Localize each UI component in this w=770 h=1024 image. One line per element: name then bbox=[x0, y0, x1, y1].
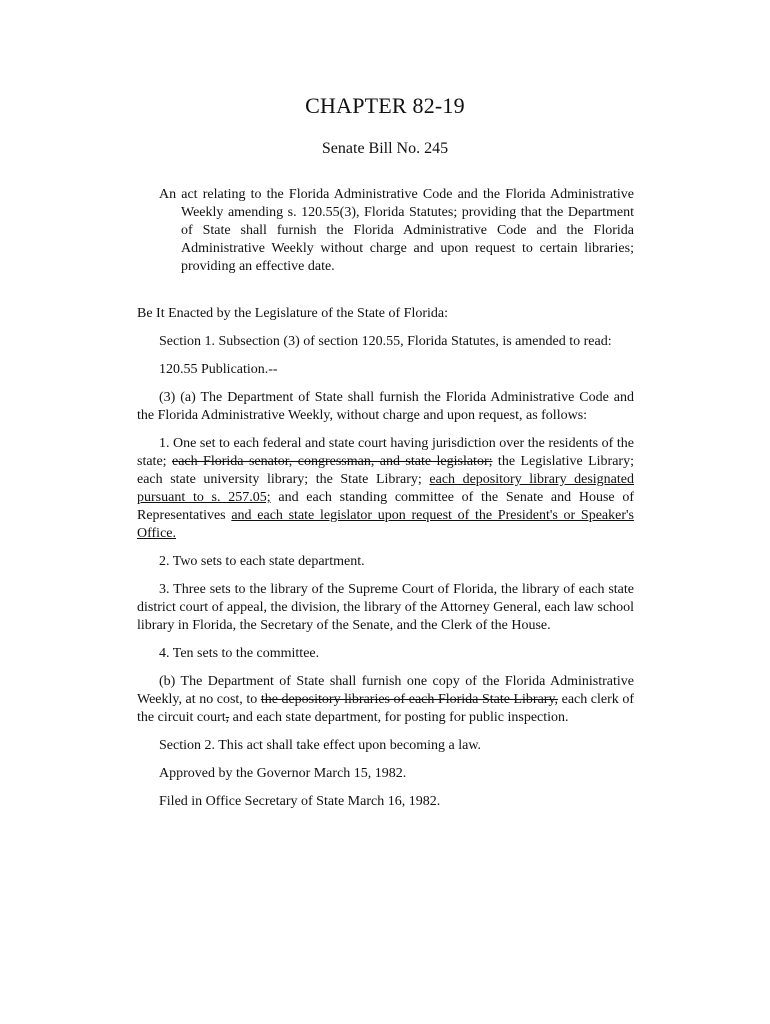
item-1-added-text-a: each depository library designated pursuant to s. 257.05; bbox=[137, 472, 635, 505]
sub-3b-text-c: and each state department, for posting for public inspection. bbox=[229, 710, 569, 725]
item-4-paragraph: 4. Ten sets to the committee. bbox=[159, 646, 320, 661]
sub-3b-text-a: (b) The Department of State shall furnish one copy of the Florida Administrative Weekly, at no cost, to bbox=[137, 674, 634, 707]
item-1-struck-text: each Florida senator, congressman, and state legislator; bbox=[171, 454, 493, 469]
enacting-clause: Be It Enacted by the Legislature of the State of Florida: bbox=[137, 306, 449, 321]
item-1-paragraph bbox=[137, 435, 634, 543]
chapter-title: CHAPTER 82-19 bbox=[305, 93, 465, 118]
bill-number: Senate Bill No. 245 bbox=[321, 140, 449, 157]
item-1-text-a: 1. One set to each federal and state court having jurisdiction over the residents of the state; bbox=[137, 436, 634, 469]
item-1-text-b: the Legislative Library; each state university library; the State Library; bbox=[137, 454, 634, 487]
subsection-3b bbox=[137, 673, 634, 727]
item-3-paragraph: 3. Three sets to the library of the Supreme Court of Florida, the library of each state district court of appeal, the division, the library of the Attorney General, each law school library in Florida, the Secretary of the Senate, and the Clerk of the House. bbox=[137, 582, 634, 633]
sub-3b-struck-text-b: , bbox=[225, 710, 230, 725]
item-1-added-text-b: and each state legislator upon request of the President's or Speaker's Office. bbox=[137, 508, 634, 541]
section-2: Section 2. This act shall take effect upon becoming a law. bbox=[159, 738, 482, 753]
subsection-3a: (3) (a) The Department of State shall furnish the Florida Administrative Code and the Florida Administrative Weekly, without charge and upon request, as follows: bbox=[137, 390, 634, 423]
section-1-intro: Section 1. Subsection (3) of section 120.55, Florida Statutes, is amended to read: bbox=[159, 334, 612, 349]
statute-heading: 120.55 Publication.-- bbox=[159, 362, 278, 377]
sub-3b-struck-text-a: the depository libraries of each Florida State Library, bbox=[260, 692, 559, 707]
filed-line: Filed in Office Secretary of State March 16, 1982. bbox=[159, 794, 441, 809]
approved-line: Approved by the Governor March 15, 1982. bbox=[159, 766, 407, 781]
sub-3b-text-b: each clerk of the circuit court bbox=[137, 692, 634, 725]
act-title-paragraph: An act relating to the Florida Administrative Code and the Florida Administrative Weekly amending s. 120.55(3), Florida Statutes; providing that the Department of State shall furnish the Florida Administrative Code and the Florida Administrative Weekly without charge and upon request to certain libraries; providing an effective date. bbox=[159, 187, 634, 274]
item-1-text-c: and each standing committee of the Senate and House of Representatives bbox=[137, 490, 634, 523]
document-body bbox=[137, 186, 634, 821]
item-2-paragraph: 2. Two sets to each state department. bbox=[159, 554, 365, 569]
